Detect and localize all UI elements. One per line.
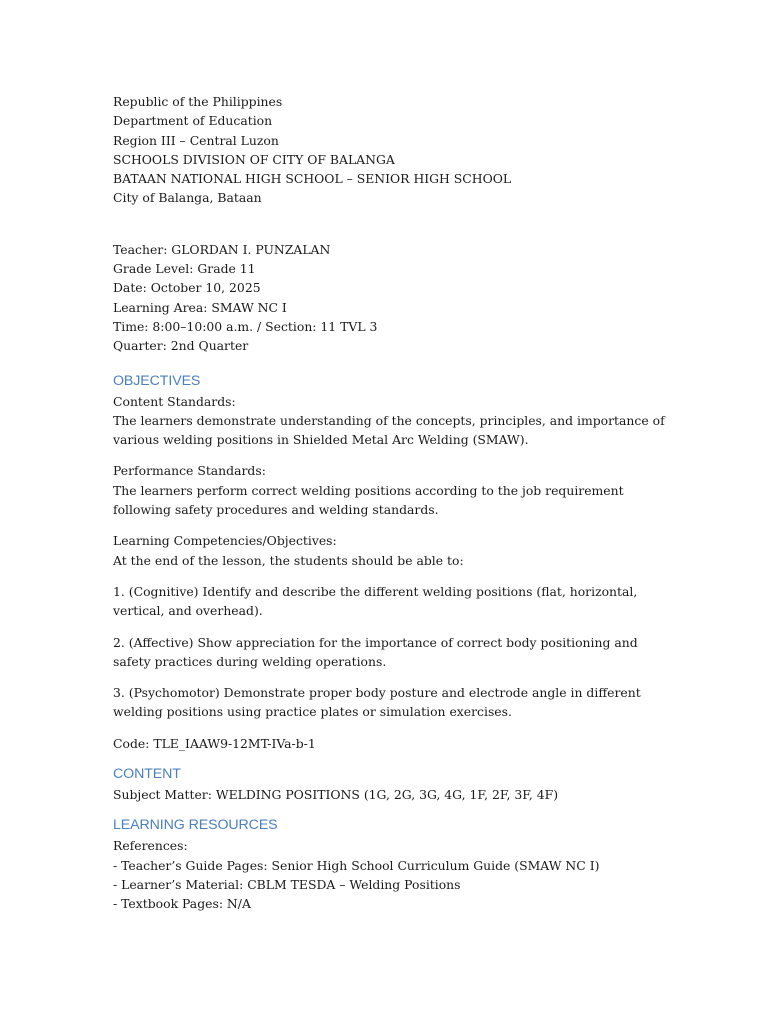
- quarter-line: Quarter: 2nd Quarter: [113, 338, 249, 354]
- header-line-republic: Republic of the Philippines: [113, 94, 283, 109]
- performance-standards-label: Performance Standards:: [113, 463, 266, 479]
- objective-item-psychomotor: 3. (Psychomotor) Demonstrate proper body posture and electrode angle in different welding positions using practice plates or simulation exercises.: [113, 685, 641, 720]
- objectives-heading: OBJECTIVES: [113, 372, 201, 389]
- document-page: [113, 92, 673, 914]
- lesson-info: [113, 240, 673, 356]
- header-line-division: SCHOOLS DIVISION OF CITY OF BALANGA: [113, 151, 395, 167]
- references-label: References:: [113, 838, 188, 854]
- time-section-line: Time: 8:00–10:00 a.m. / Section: 11 TVL 3: [113, 318, 378, 334]
- learning-area-line: Learning Area: SMAW NC I: [113, 299, 287, 315]
- date-line: Date: October 10, 2025: [113, 280, 261, 296]
- content-standards: [113, 392, 673, 450]
- competency-code: Code: TLE_IAAW9-12MT-IVa-b-1: [113, 735, 316, 751]
- document-header: [113, 92, 673, 208]
- teacher-line: Teacher: GLORDAN I. PUNZALAN: [113, 241, 331, 257]
- competencies-intro: At the end of the lesson, the students should be able to:: [113, 552, 464, 568]
- learning-competencies: [113, 531, 673, 570]
- reference-item-textbook: - Textbook Pages: N/A: [113, 896, 251, 912]
- objective-item-affective: 2. (Affective) Show appreciation for the importance of correct body positioning and safety practices during welding operations.: [113, 634, 638, 669]
- reference-item-teachers-guide: - Teacher’s Guide Pages: Senior High School Curriculum Guide (SMAW NC I): [113, 857, 600, 873]
- objective-item-cognitive: 1. (Cognitive) Identify and describe the different welding positions (flat, horizontal, vertical, and overhead).: [113, 583, 638, 619]
- performance-standards: [113, 461, 673, 519]
- content-heading: CONTENT: [113, 766, 181, 783]
- reference-item-learners-material: - Learner’s Material: CBLM TESDA – Welding Positions: [113, 876, 461, 892]
- header-line-city: City of Balanga, Bataan: [113, 190, 262, 206]
- performance-standards-text: The learners perform correct welding positions according to the job requirement following safety procedures and welding standards.: [113, 482, 624, 518]
- competencies-label: Learning Competencies/Objectives:: [113, 533, 337, 549]
- header-line-school: BATAAN NATIONAL HIGH SCHOOL – SENIOR HIGH SCHOOL: [113, 171, 512, 187]
- content-standards-text: The learners demonstrate understanding of the concepts, principles, and importance of various welding positions in Shielded Metal Arc Welding (SMAW).: [113, 412, 665, 448]
- content-standards-label: Content Standards:: [113, 393, 236, 409]
- grade-level-line: Grade Level: Grade 11: [113, 261, 256, 277]
- header-line-department: Department of Education: [113, 113, 273, 129]
- header-line-region: Region III – Central Luzon: [113, 132, 279, 148]
- learning-resources-heading: LEARNING RESOURCES: [113, 817, 278, 834]
- subject-matter-line: Subject Matter: WELDING POSITIONS (1G, 2G, 3G, 4G, 1F, 2F, 3F, 4F): [113, 787, 559, 803]
